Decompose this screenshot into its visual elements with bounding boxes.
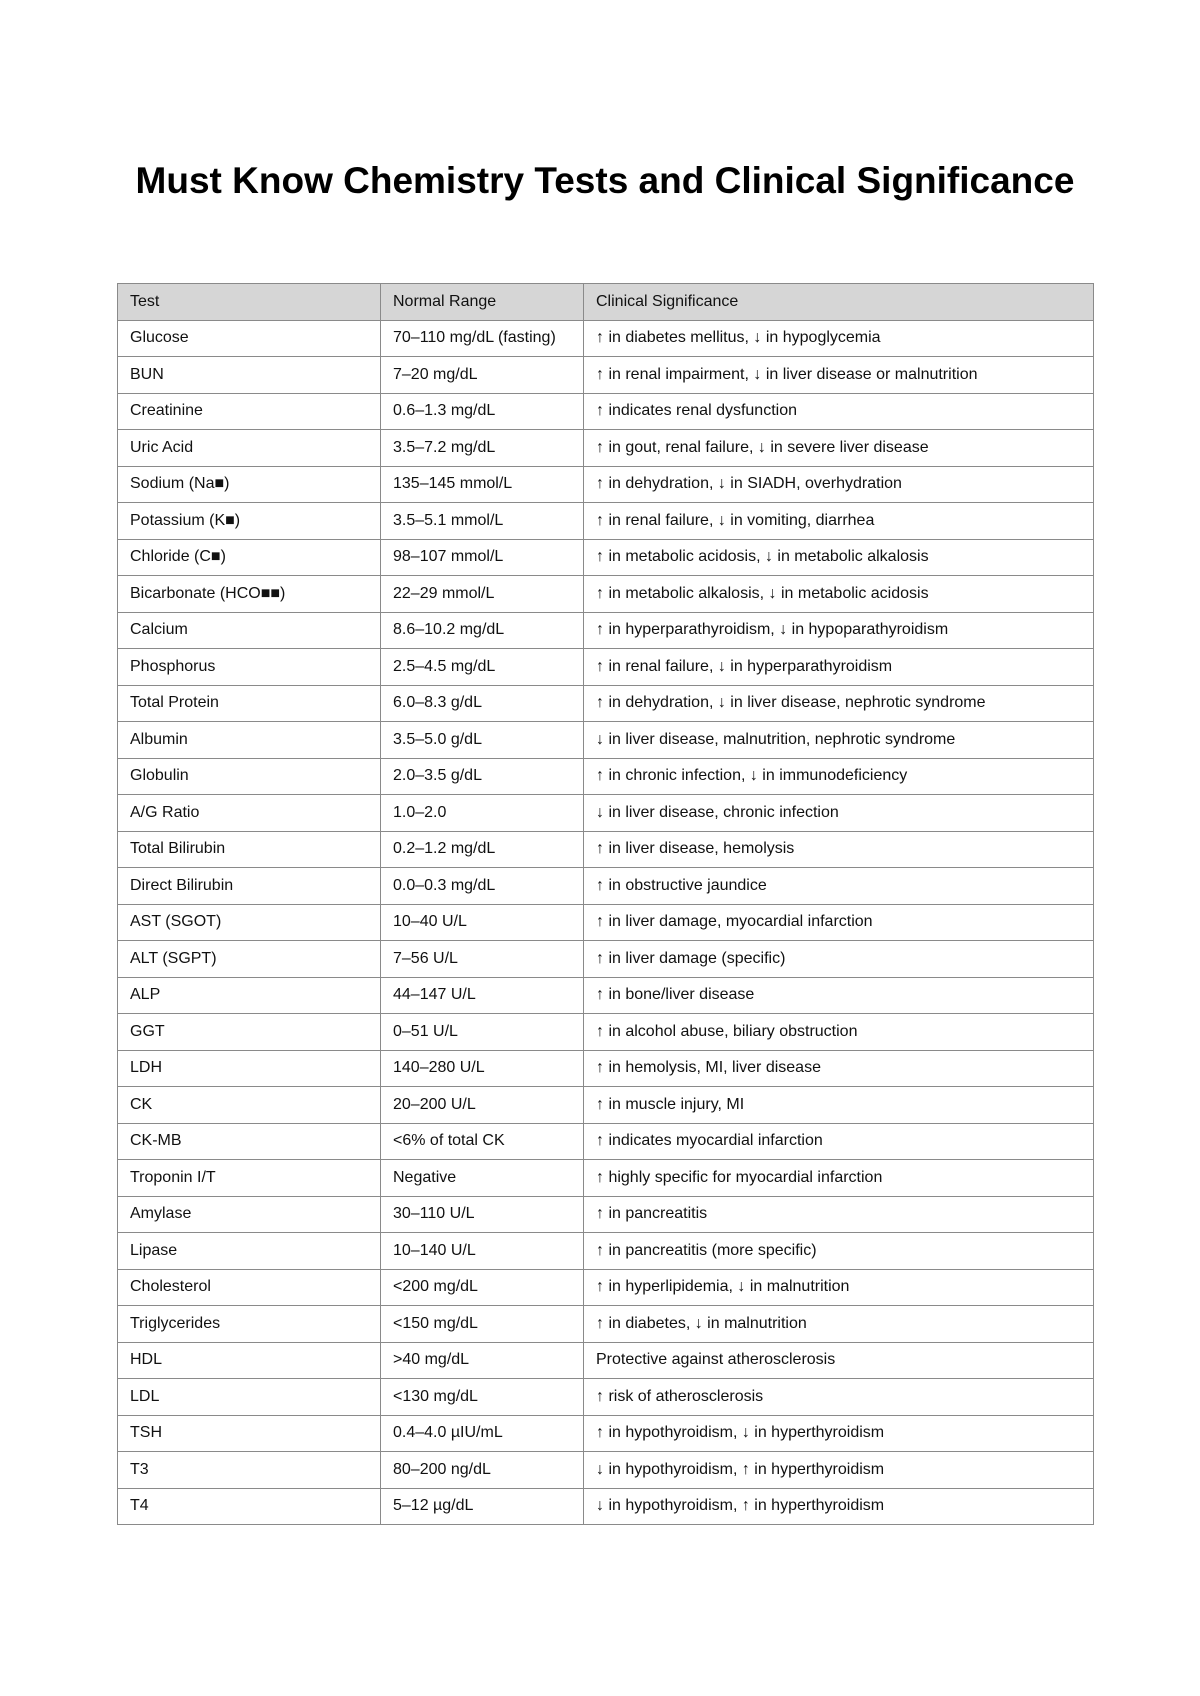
cell-normal-range: <150 mg/dL — [381, 1306, 584, 1343]
cell-test-name: LDH — [118, 1050, 381, 1087]
cell-normal-range: 7–20 mg/dL — [381, 357, 584, 394]
cell-normal-range: 2.0–3.5 g/dL — [381, 758, 584, 795]
table-row — [118, 539, 1094, 576]
cell-clinical-significance: ↑ in gout, renal failure, ↓ in severe liver disease — [584, 430, 1094, 467]
cell-normal-range: <130 mg/dL — [381, 1379, 584, 1416]
cell-clinical-significance: ↑ in hemolysis, MI, liver disease — [584, 1050, 1094, 1087]
table-row — [118, 722, 1094, 759]
table-row — [118, 576, 1094, 613]
table-row — [118, 1196, 1094, 1233]
cell-test-name: CK-MB — [118, 1123, 381, 1160]
cell-clinical-significance: ↑ in hyperlipidemia, ↓ in malnutrition — [584, 1269, 1094, 1306]
cell-clinical-significance: ↑ in hyperparathyroidism, ↓ in hypoparathyroidism — [584, 612, 1094, 649]
cell-test-name: Lipase — [118, 1233, 381, 1270]
cell-clinical-significance: ↓ in liver disease, chronic infection — [584, 795, 1094, 832]
table-row — [118, 430, 1094, 467]
table-row — [118, 1379, 1094, 1416]
cell-clinical-significance: ↑ risk of atherosclerosis — [584, 1379, 1094, 1416]
cell-clinical-significance: ↑ in dehydration, ↓ in SIADH, overhydration — [584, 466, 1094, 503]
cell-normal-range: 10–140 U/L — [381, 1233, 584, 1270]
cell-normal-range: 6.0–8.3 g/dL — [381, 685, 584, 722]
cell-clinical-significance: ↑ in liver damage (specific) — [584, 941, 1094, 978]
cell-clinical-significance: ↓ in liver disease, malnutrition, nephrotic syndrome — [584, 722, 1094, 759]
header-clinical-significance: Clinical Significance — [584, 284, 1094, 321]
table-row — [118, 357, 1094, 394]
cell-test-name: Total Bilirubin — [118, 831, 381, 868]
cell-clinical-significance: ↑ in renal failure, ↓ in hyperparathyroidism — [584, 649, 1094, 686]
cell-clinical-significance: ↑ in hypothyroidism, ↓ in hyperthyroidism — [584, 1415, 1094, 1452]
cell-normal-range: 0.4–4.0 µIU/mL — [381, 1415, 584, 1452]
cell-test-name: Direct Bilirubin — [118, 868, 381, 905]
cell-test-name: Sodium (Na■) — [118, 466, 381, 503]
cell-clinical-significance: ↑ in alcohol abuse, biliary obstruction — [584, 1014, 1094, 1051]
table-row — [118, 1415, 1094, 1452]
cell-clinical-significance: Protective against atherosclerosis — [584, 1342, 1094, 1379]
cell-test-name: Glucose — [118, 320, 381, 357]
cell-normal-range: 10–40 U/L — [381, 904, 584, 941]
cell-test-name: T4 — [118, 1488, 381, 1525]
table-row — [118, 868, 1094, 905]
table-row — [118, 503, 1094, 540]
cell-test-name: BUN — [118, 357, 381, 394]
cell-test-name: Creatinine — [118, 393, 381, 430]
table-row — [118, 1306, 1094, 1343]
table-row — [118, 1050, 1094, 1087]
table-row — [118, 904, 1094, 941]
cell-normal-range: 5–12 µg/dL — [381, 1488, 584, 1525]
table-row — [118, 393, 1094, 430]
cell-test-name: Albumin — [118, 722, 381, 759]
cell-clinical-significance: ↑ indicates renal dysfunction — [584, 393, 1094, 430]
cell-clinical-significance: ↑ in diabetes, ↓ in malnutrition — [584, 1306, 1094, 1343]
table-row — [118, 685, 1094, 722]
cell-test-name: GGT — [118, 1014, 381, 1051]
cell-normal-range: 8.6–10.2 mg/dL — [381, 612, 584, 649]
chemistry-tests-table — [117, 283, 1094, 1525]
cell-test-name: Potassium (K■) — [118, 503, 381, 540]
cell-test-name: Amylase — [118, 1196, 381, 1233]
cell-clinical-significance: ↑ in dehydration, ↓ in liver disease, nephrotic syndrome — [584, 685, 1094, 722]
cell-test-name: Chloride (C■) — [118, 539, 381, 576]
cell-normal-range: 1.0–2.0 — [381, 795, 584, 832]
table-row — [118, 1014, 1094, 1051]
cell-test-name: T3 — [118, 1452, 381, 1489]
table-row — [118, 1087, 1094, 1124]
cell-normal-range: 135–145 mmol/L — [381, 466, 584, 503]
header-test: Test — [118, 284, 381, 321]
cell-normal-range: 30–110 U/L — [381, 1196, 584, 1233]
cell-clinical-significance: ↑ highly specific for myocardial infarction — [584, 1160, 1094, 1197]
cell-clinical-significance: ↑ in metabolic alkalosis, ↓ in metabolic acidosis — [584, 576, 1094, 613]
cell-normal-range: 20–200 U/L — [381, 1087, 584, 1124]
cell-normal-range: >40 mg/dL — [381, 1342, 584, 1379]
cell-test-name: AST (SGOT) — [118, 904, 381, 941]
cell-test-name: Calcium — [118, 612, 381, 649]
table-row — [118, 1269, 1094, 1306]
cell-normal-range: <200 mg/dL — [381, 1269, 584, 1306]
cell-test-name: Triglycerides — [118, 1306, 381, 1343]
cell-clinical-significance: ↑ in metabolic acidosis, ↓ in metabolic alkalosis — [584, 539, 1094, 576]
cell-clinical-significance: ↑ in pancreatitis (more specific) — [584, 1233, 1094, 1270]
cell-normal-range: 2.5–4.5 mg/dL — [381, 649, 584, 686]
cell-normal-range: 3.5–7.2 mg/dL — [381, 430, 584, 467]
cell-test-name: LDL — [118, 1379, 381, 1416]
table-body — [118, 320, 1094, 1525]
cell-test-name: Uric Acid — [118, 430, 381, 467]
table-row — [118, 795, 1094, 832]
cell-clinical-significance: ↑ in pancreatitis — [584, 1196, 1094, 1233]
cell-normal-range: 3.5–5.0 g/dL — [381, 722, 584, 759]
cell-normal-range: 7–56 U/L — [381, 941, 584, 978]
cell-test-name: Bicarbonate (HCO■■) — [118, 576, 381, 613]
cell-test-name: Troponin I/T — [118, 1160, 381, 1197]
cell-normal-range: Negative — [381, 1160, 584, 1197]
table-row — [118, 1342, 1094, 1379]
cell-normal-range: 22–29 mmol/L — [381, 576, 584, 613]
cell-clinical-significance: ↓ in hypothyroidism, ↑ in hyperthyroidism — [584, 1452, 1094, 1489]
header-normal-range: Normal Range — [381, 284, 584, 321]
table-header — [118, 284, 1094, 321]
cell-clinical-significance: ↑ in liver damage, myocardial infarction — [584, 904, 1094, 941]
cell-clinical-significance: ↑ in obstructive jaundice — [584, 868, 1094, 905]
cell-normal-range: 80–200 ng/dL — [381, 1452, 584, 1489]
table-row — [118, 1452, 1094, 1489]
cell-normal-range: 0.2–1.2 mg/dL — [381, 831, 584, 868]
cell-clinical-significance: ↑ indicates myocardial infarction — [584, 1123, 1094, 1160]
cell-test-name: ALT (SGPT) — [118, 941, 381, 978]
cell-test-name: HDL — [118, 1342, 381, 1379]
cell-clinical-significance: ↑ in renal impairment, ↓ in liver disease or malnutrition — [584, 357, 1094, 394]
cell-clinical-significance: ↑ in bone/liver disease — [584, 977, 1094, 1014]
cell-test-name: ALP — [118, 977, 381, 1014]
cell-test-name: A/G Ratio — [118, 795, 381, 832]
cell-normal-range: 3.5–5.1 mmol/L — [381, 503, 584, 540]
cell-normal-range: 0.0–0.3 mg/dL — [381, 868, 584, 905]
cell-test-name: Phosphorus — [118, 649, 381, 686]
table-row — [118, 941, 1094, 978]
table-row — [118, 1233, 1094, 1270]
table-row — [118, 320, 1094, 357]
cell-clinical-significance: ↑ in liver disease, hemolysis — [584, 831, 1094, 868]
table-row — [118, 466, 1094, 503]
table-row — [118, 977, 1094, 1014]
cell-normal-range: 98–107 mmol/L — [381, 539, 584, 576]
cell-normal-range: 0.6–1.3 mg/dL — [381, 393, 584, 430]
cell-clinical-significance: ↑ in chronic infection, ↓ in immunodeficiency — [584, 758, 1094, 795]
table-row — [118, 1160, 1094, 1197]
cell-clinical-significance: ↓ in hypothyroidism, ↑ in hyperthyroidism — [584, 1488, 1094, 1525]
cell-test-name: Globulin — [118, 758, 381, 795]
cell-test-name: CK — [118, 1087, 381, 1124]
cell-test-name: Total Protein — [118, 685, 381, 722]
cell-normal-range: <6% of total CK — [381, 1123, 584, 1160]
cell-clinical-significance: ↑ in diabetes mellitus, ↓ in hypoglycemia — [584, 320, 1094, 357]
table-row — [118, 649, 1094, 686]
table-header-row — [118, 284, 1094, 321]
cell-normal-range: 44–147 U/L — [381, 977, 584, 1014]
table-row — [118, 612, 1094, 649]
cell-normal-range: 70–110 mg/dL (fasting) — [381, 320, 584, 357]
cell-test-name: TSH — [118, 1415, 381, 1452]
cell-clinical-significance: ↑ in muscle injury, MI — [584, 1087, 1094, 1124]
table-row — [118, 1123, 1094, 1160]
cell-test-name: Cholesterol — [118, 1269, 381, 1306]
table-row — [118, 831, 1094, 868]
cell-normal-range: 140–280 U/L — [381, 1050, 584, 1087]
cell-normal-range: 0–51 U/L — [381, 1014, 584, 1051]
table-row — [118, 758, 1094, 795]
page-title: Must Know Chemistry Tests and Clinical Significance — [135, 160, 1075, 201]
table-row — [118, 1488, 1094, 1525]
cell-clinical-significance: ↑ in renal failure, ↓ in vomiting, diarrhea — [584, 503, 1094, 540]
